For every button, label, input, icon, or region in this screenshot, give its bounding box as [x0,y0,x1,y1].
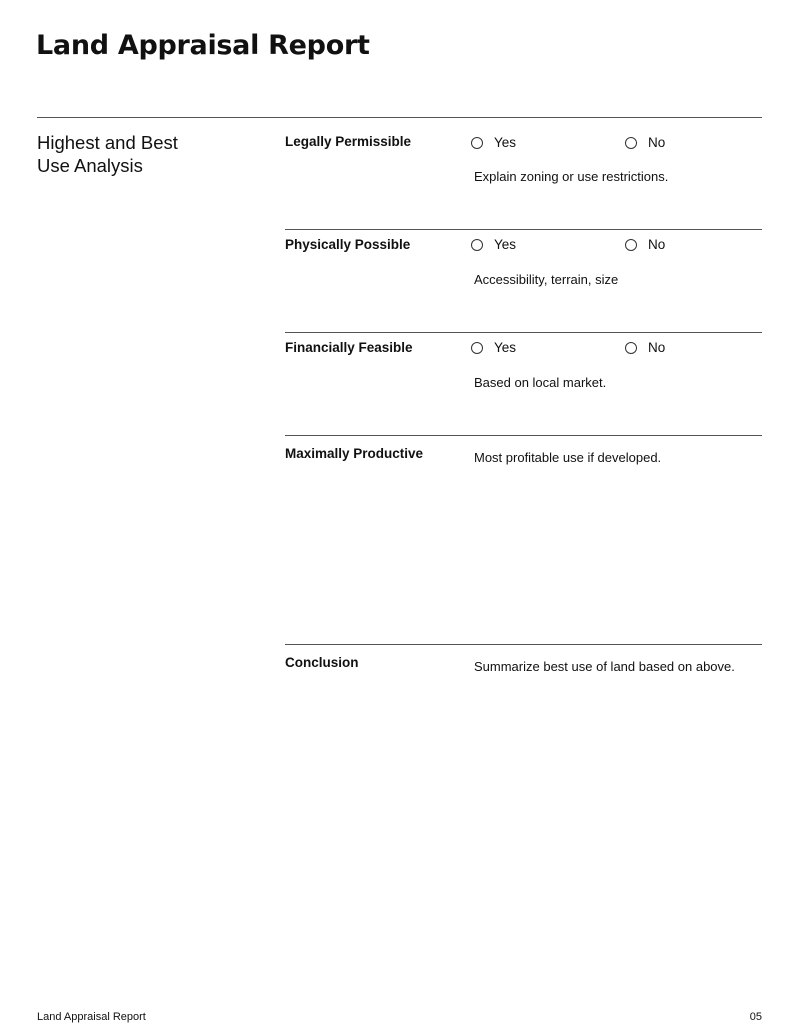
radio-label: No [648,135,666,150]
radio-label: Yes [494,340,517,355]
radio-circle-icon[interactable] [625,137,637,149]
hint-text[interactable]: Accessibility, terrain, size [474,272,619,287]
divider [285,435,762,436]
row-label: Physically Possible [285,237,411,252]
divider [285,332,762,333]
radio-yes[interactable] [471,237,516,252]
radio-circle-icon[interactable] [471,342,483,354]
hint-text[interactable]: Based on local market. [474,375,607,390]
section-title-line2: Use Analysis [37,155,143,176]
page-number: 05 [749,1011,762,1023]
page-title: Land Appraisal Report [36,30,370,61]
divider [285,229,762,230]
radio-no[interactable] [625,135,665,150]
row-label: Legally Permissible [285,134,412,149]
section-title [37,131,178,177]
radio-label: No [648,237,666,252]
footer-title: Land Appraisal Report [37,1011,146,1023]
row-label: Maximally Productive [285,446,424,461]
radio-circle-icon[interactable] [471,239,483,251]
radio-label: Yes [494,135,517,150]
radio-label: Yes [494,237,517,252]
radio-yes[interactable] [471,340,516,355]
row-label: Conclusion [285,655,359,670]
radio-circle-icon[interactable] [471,137,483,149]
radio-circle-icon[interactable] [625,342,637,354]
hint-text[interactable]: Most profitable use if developed. [474,450,662,465]
divider [37,117,762,118]
hint-text[interactable]: Summarize best use of land based on above. [474,659,735,674]
section-title-line1: Highest and Best [37,132,178,153]
radio-label: No [648,340,666,355]
hint-text[interactable]: Explain zoning or use restrictions. [474,169,669,184]
radio-no[interactable] [625,237,665,252]
row-label: Financially Feasible [285,340,413,355]
radio-no[interactable] [625,340,665,355]
radio-yes[interactable] [471,135,516,150]
divider [285,644,762,645]
radio-circle-icon[interactable] [625,239,637,251]
